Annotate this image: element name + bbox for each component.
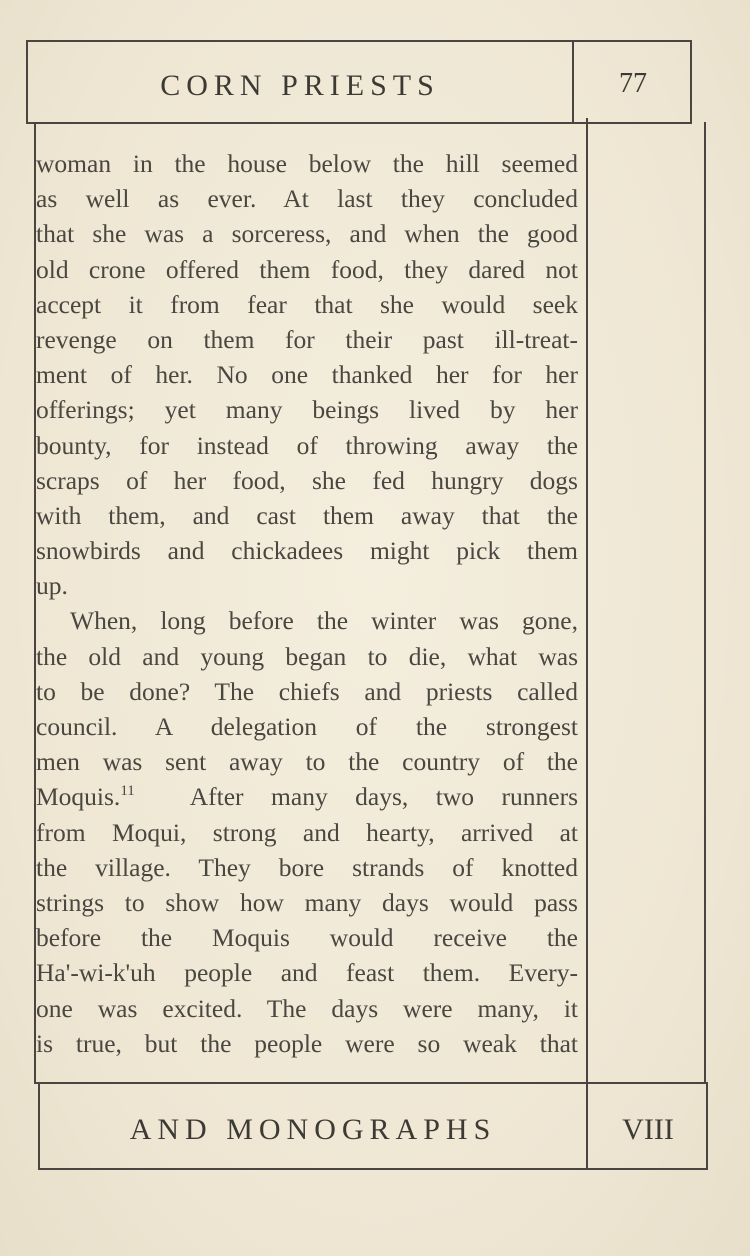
text-line: council. A delegation of the strongest bbox=[36, 712, 578, 741]
text-line: to be done? The chiefs and priests called bbox=[36, 676, 578, 706]
text-line: the old and young began to die, what was bbox=[36, 641, 578, 671]
text-line: the village. They bore strands of knotted bbox=[36, 852, 578, 882]
text-line: accept it from fear that she would seek bbox=[36, 289, 578, 319]
margin-divider bbox=[586, 118, 588, 1084]
text-line: men was sent away to the country of the bbox=[36, 747, 578, 777]
text-line: from Moqui, strong and hearty, arrived at bbox=[36, 817, 578, 847]
text-line: bounty, for instead of throwing away the bbox=[36, 430, 578, 460]
text-line-remainder: After many days, two runners bbox=[189, 782, 579, 812]
page-number: 77 bbox=[619, 68, 647, 99]
text-line: revenge on them for their past ill-treat- bbox=[36, 324, 578, 354]
text-line: one was excited. The days were many, it bbox=[36, 993, 578, 1023]
running-title: CORN PRIESTS bbox=[160, 69, 440, 102]
text-line: woman in the house below the hill seemed bbox=[36, 149, 578, 178]
text-line: is true, but the people were so weak that bbox=[36, 1028, 578, 1058]
text-line: snowbirds and chickadees might pick them bbox=[36, 536, 578, 566]
text-line: offerings; yet many beings lived by her bbox=[36, 395, 578, 425]
text-line: with them, and cast them away that the bbox=[36, 500, 578, 530]
series-title: AND MONOGRAPHS bbox=[129, 1113, 497, 1146]
text-line: up. bbox=[36, 571, 68, 601]
text-line: Ha'-wi-k'uh people and feast them. Every- bbox=[36, 958, 578, 988]
text-line: strings to show how many days would pass bbox=[36, 887, 578, 917]
text-line: as well as ever. At last they concluded bbox=[36, 184, 578, 214]
text-line: before the Moquis would receive the bbox=[36, 923, 578, 953]
moquis-word: Moquis. bbox=[36, 782, 121, 812]
text-line: old crone offered them food, they dared not bbox=[36, 254, 578, 284]
text-line-with-footnote bbox=[36, 779, 578, 814]
volume-number: VIII bbox=[622, 1113, 674, 1146]
text-line: that she was a sorceress, and when the good bbox=[36, 219, 578, 249]
paragraph-start-line: When, long before the winter was gone, bbox=[70, 606, 578, 636]
footnote-reference[interactable]: 11 bbox=[120, 783, 135, 800]
body-text bbox=[36, 146, 578, 1061]
text-line: scraps of her food, she fed hungry dogs bbox=[36, 465, 578, 495]
text-line: ment of her. No one thanked her for her bbox=[36, 360, 578, 390]
